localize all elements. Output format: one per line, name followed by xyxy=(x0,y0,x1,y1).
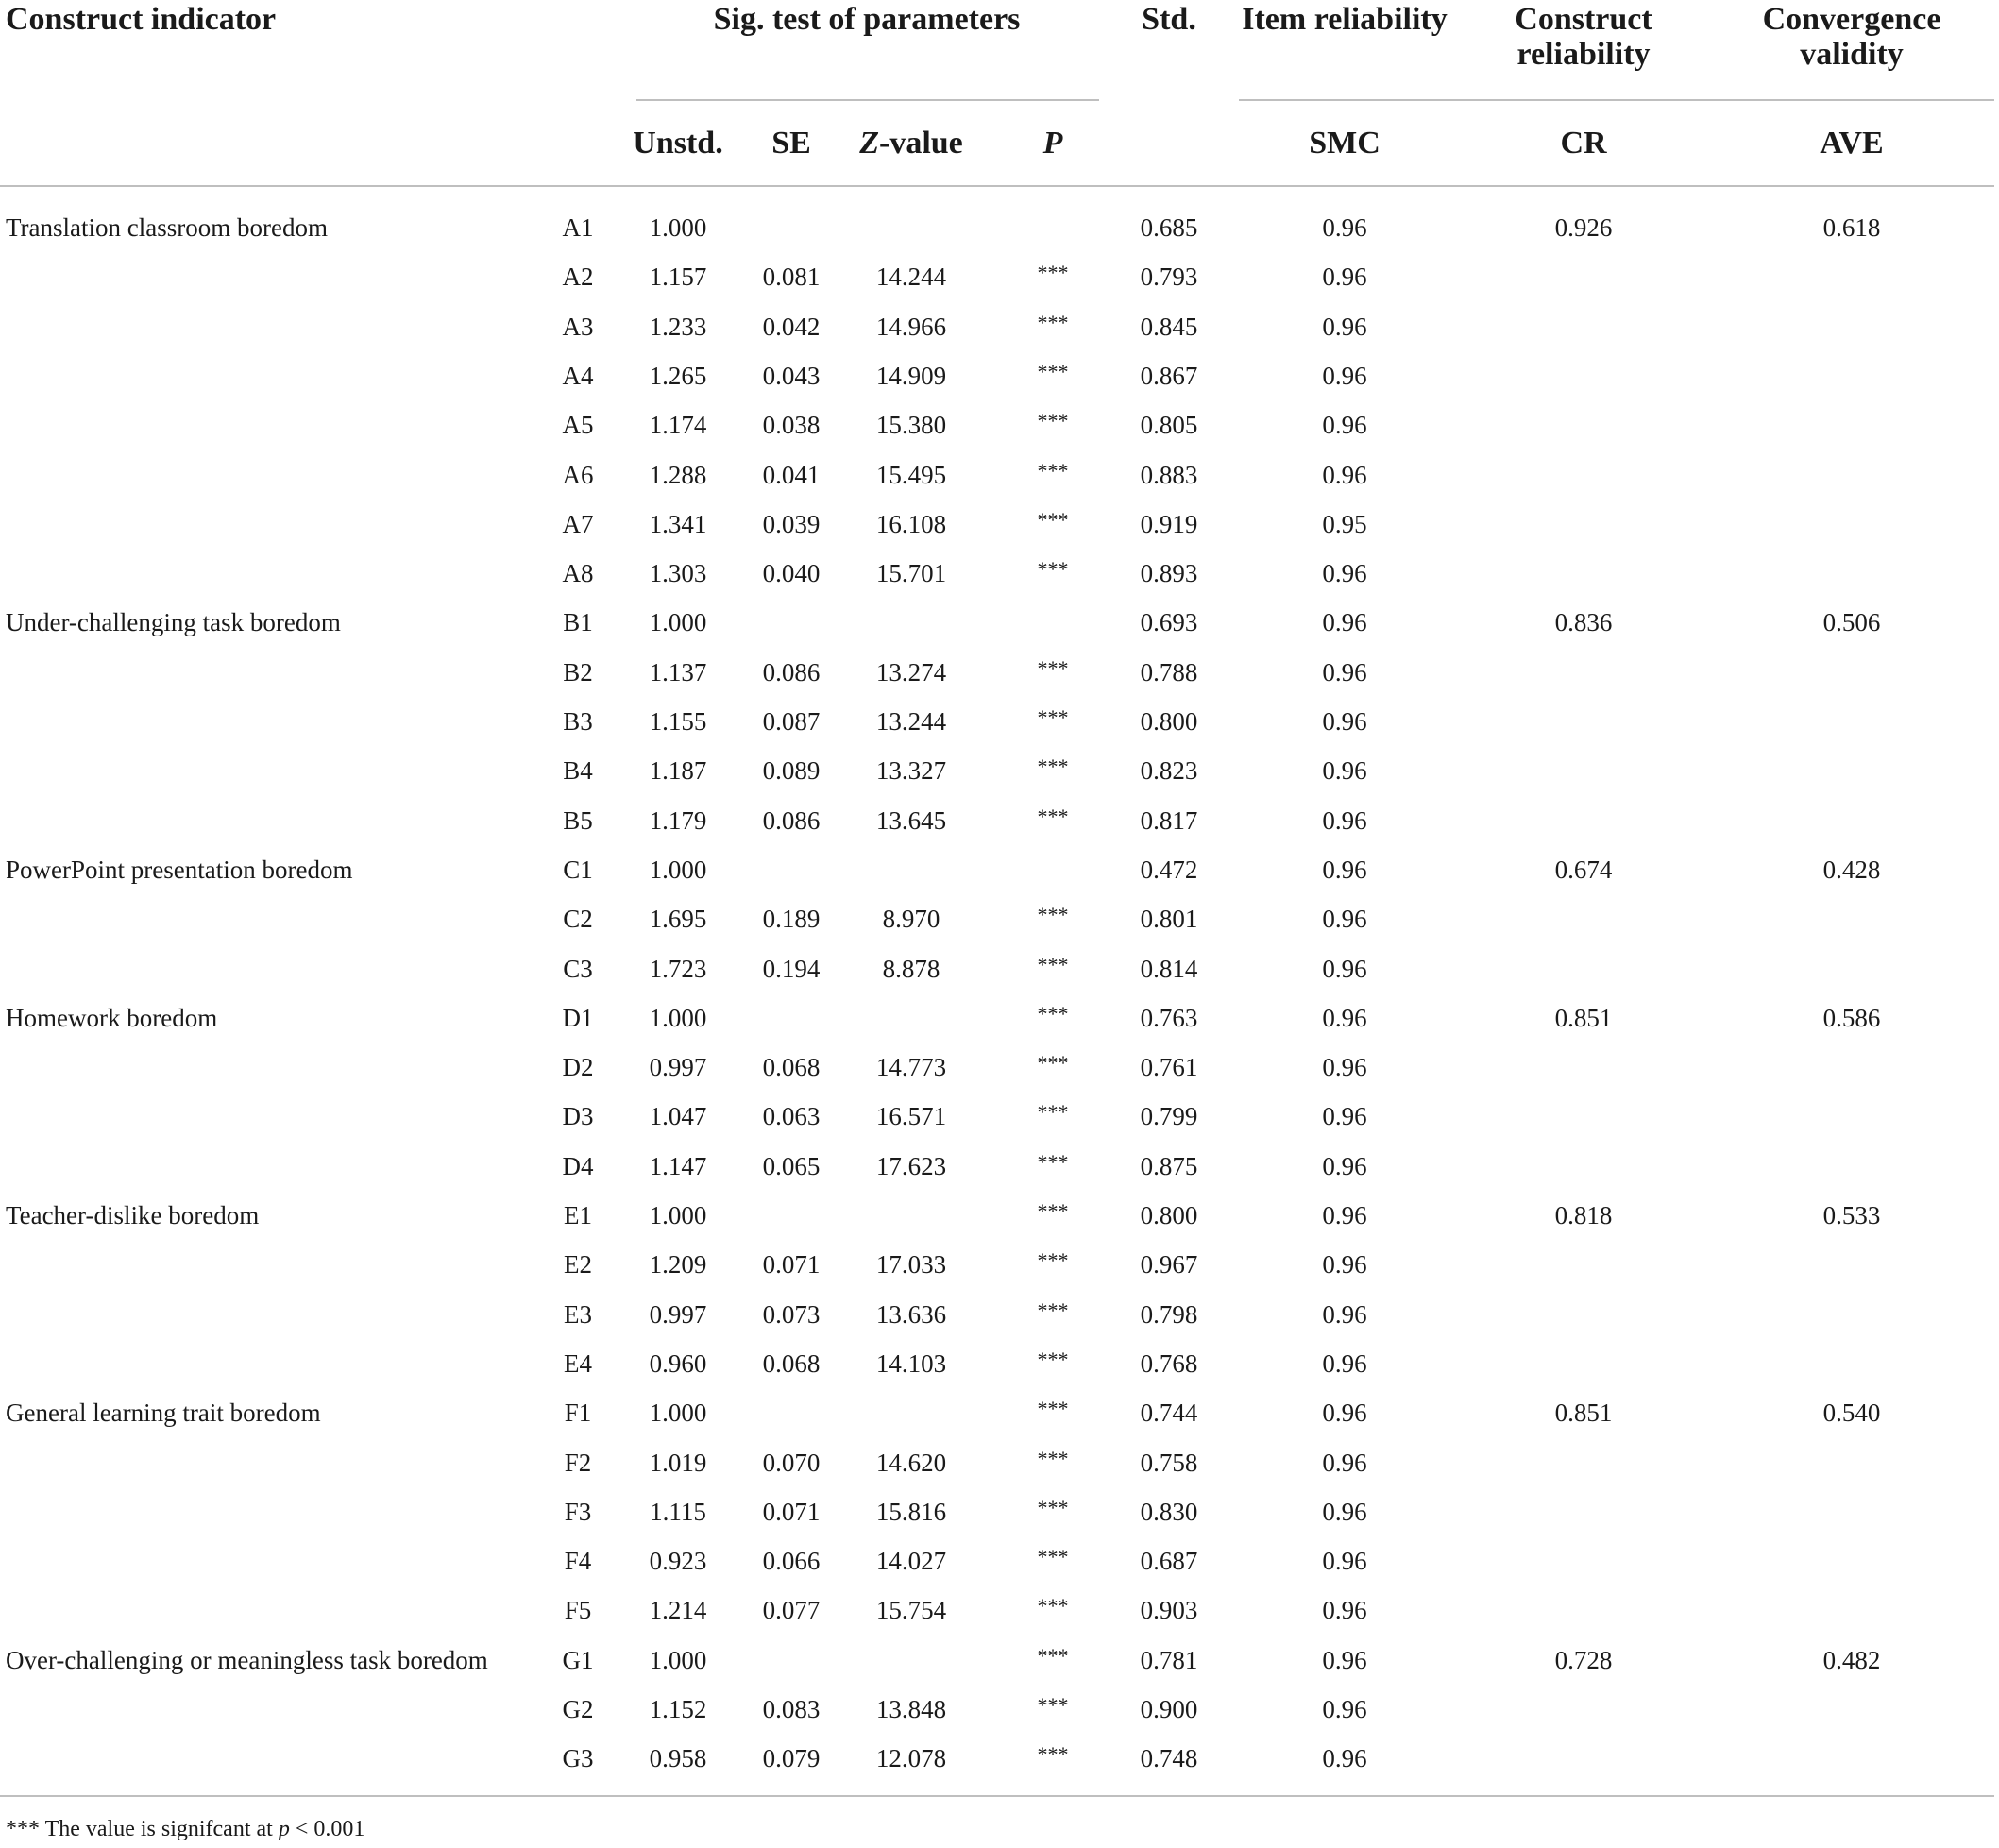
cell-smc: 0.96 xyxy=(1322,1646,1367,1674)
header-z-rest: -value xyxy=(879,126,963,161)
cell-cr: 0.674 xyxy=(1554,856,1613,884)
cell-p: *** xyxy=(1037,360,1069,383)
cell-z-value: 15.380 xyxy=(875,411,947,439)
cell-item: A1 xyxy=(562,213,594,242)
cell-item: D3 xyxy=(562,1102,594,1130)
cell-unstd: 1.000 xyxy=(649,1399,707,1427)
cell-construct: Homework boredom xyxy=(6,1004,218,1032)
cell-p: *** xyxy=(1037,1496,1069,1519)
cell-cr: 0.851 xyxy=(1554,1004,1613,1032)
cell-std: 0.693 xyxy=(1140,608,1198,636)
cell-unstd: 1.047 xyxy=(649,1102,707,1130)
cell-p: *** xyxy=(1037,311,1069,334)
cell-unstd: 1.288 xyxy=(649,461,707,489)
cell-se: 0.043 xyxy=(762,362,821,390)
cell-std: 0.900 xyxy=(1140,1695,1198,1723)
table-bottom-rule xyxy=(0,1795,1994,1797)
cell-smc: 0.96 xyxy=(1322,1300,1367,1329)
cell-item: A8 xyxy=(562,559,594,587)
cell-z-value: 14.620 xyxy=(875,1449,947,1477)
cell-ave: 0.428 xyxy=(1822,856,1881,884)
cell-std: 0.883 xyxy=(1140,461,1198,489)
cell-item: A5 xyxy=(562,411,594,439)
cell-se: 0.063 xyxy=(762,1102,821,1130)
cell-se: 0.086 xyxy=(762,658,821,687)
cell-smc: 0.96 xyxy=(1322,1449,1367,1477)
cell-z-value: 15.754 xyxy=(875,1596,947,1624)
cell-p: *** xyxy=(1037,459,1069,483)
cell-p: *** xyxy=(1037,754,1069,778)
cell-smc: 0.96 xyxy=(1322,213,1367,242)
cell-std: 0.799 xyxy=(1140,1102,1198,1130)
cell-unstd: 0.960 xyxy=(649,1349,707,1378)
cell-std: 0.758 xyxy=(1140,1449,1198,1477)
cell-p: *** xyxy=(1037,805,1069,828)
cell-se: 0.038 xyxy=(762,411,821,439)
cell-smc: 0.96 xyxy=(1322,1547,1367,1575)
cell-std: 0.967 xyxy=(1140,1250,1198,1279)
cell-item: B2 xyxy=(563,658,593,687)
cell-item: F1 xyxy=(564,1399,592,1427)
header-bottom-rule xyxy=(0,185,1994,187)
cell-smc: 0.96 xyxy=(1322,1004,1367,1032)
cell-z-value: 13.645 xyxy=(875,806,947,835)
cell-unstd: 0.997 xyxy=(649,1300,707,1329)
cell-construct: Translation classroom boredom xyxy=(6,213,328,242)
cell-item: G1 xyxy=(562,1646,594,1674)
cell-cr: 0.818 xyxy=(1554,1201,1613,1229)
cell-unstd: 1.174 xyxy=(649,411,707,439)
cell-item: B3 xyxy=(563,707,593,736)
cell-item: D4 xyxy=(562,1152,594,1180)
cell-cr: 0.926 xyxy=(1554,213,1613,242)
cell-construct: Under-challenging task boredom xyxy=(6,608,341,636)
cell-std: 0.793 xyxy=(1140,263,1198,291)
cell-std: 0.744 xyxy=(1140,1399,1198,1427)
cell-smc: 0.96 xyxy=(1322,756,1367,785)
cell-z-value: 8.970 xyxy=(882,905,940,933)
cell-smc: 0.96 xyxy=(1322,608,1367,636)
cell-std: 0.801 xyxy=(1140,905,1198,933)
cell-std: 0.800 xyxy=(1140,1201,1198,1229)
cell-se: 0.086 xyxy=(762,806,821,835)
cell-item: C2 xyxy=(563,905,593,933)
header-p xyxy=(1043,126,1063,161)
cell-unstd: 1.000 xyxy=(649,856,707,884)
cell-smc: 0.96 xyxy=(1322,1053,1367,1081)
cell-item: A2 xyxy=(562,263,594,291)
cell-se: 0.077 xyxy=(762,1596,821,1624)
cell-se: 0.194 xyxy=(762,955,821,983)
cell-item: A4 xyxy=(562,362,594,390)
cell-unstd: 1.115 xyxy=(650,1498,706,1526)
cell-p: *** xyxy=(1037,1100,1069,1124)
cell-ave: 0.506 xyxy=(1822,608,1881,636)
cell-construct: Teacher-dislike boredom xyxy=(6,1201,260,1229)
cell-smc: 0.96 xyxy=(1322,955,1367,983)
cell-item: G3 xyxy=(562,1744,594,1772)
sig-test-underline xyxy=(636,99,1099,101)
cell-z-value: 15.701 xyxy=(875,559,947,587)
header-p-italic: P xyxy=(1042,126,1063,161)
cell-std: 0.761 xyxy=(1140,1053,1198,1081)
cell-p: *** xyxy=(1037,1150,1069,1174)
cell-z-value: 12.078 xyxy=(875,1744,947,1772)
cell-unstd: 1.147 xyxy=(649,1152,707,1180)
footnote-prefix: *** The value is signifcant at xyxy=(6,1817,279,1841)
cell-z-value: 14.244 xyxy=(875,263,947,291)
header-ave: AVE xyxy=(1820,126,1884,161)
cell-ave: 0.618 xyxy=(1822,213,1881,242)
cell-unstd: 1.000 xyxy=(649,1201,707,1229)
cell-item: A6 xyxy=(562,461,594,489)
cell-item: F5 xyxy=(564,1596,592,1624)
cell-p: *** xyxy=(1037,1002,1069,1026)
cell-item: C1 xyxy=(563,856,593,884)
cell-item: D1 xyxy=(562,1004,594,1032)
cell-cr: 0.836 xyxy=(1554,608,1613,636)
header-convergence-validity-line2: validity xyxy=(1800,37,1904,72)
cell-unstd: 0.958 xyxy=(649,1744,707,1772)
cell-unstd: 1.695 xyxy=(649,905,707,933)
cell-std: 0.814 xyxy=(1140,955,1198,983)
cell-z-value: 13.274 xyxy=(875,658,947,687)
cell-unstd: 1.265 xyxy=(649,362,707,390)
cell-unstd: 1.179 xyxy=(649,806,707,835)
cell-construct: General learning trait boredom xyxy=(6,1399,321,1427)
reliability-underline xyxy=(1239,99,1994,101)
cell-p: *** xyxy=(1037,1248,1069,1272)
cell-z-value: 15.495 xyxy=(875,461,947,489)
cell-item: E3 xyxy=(564,1300,592,1329)
cell-p: *** xyxy=(1037,557,1069,581)
cell-z-value: 14.966 xyxy=(875,313,947,341)
cell-ave: 0.482 xyxy=(1822,1646,1881,1674)
cell-item: E2 xyxy=(564,1250,592,1279)
cell-item: A3 xyxy=(562,313,594,341)
cell-unstd: 1.209 xyxy=(649,1250,707,1279)
cell-se: 0.083 xyxy=(762,1695,821,1723)
cell-unstd: 0.923 xyxy=(649,1547,707,1575)
header-z-italic: Z xyxy=(859,126,879,161)
header-construct-reliability xyxy=(1515,2,1652,72)
header-construct-indicator: Construct indicator xyxy=(6,2,277,37)
cell-smc: 0.96 xyxy=(1322,658,1367,687)
cell-std: 0.472 xyxy=(1140,856,1198,884)
cell-smc: 0.96 xyxy=(1322,905,1367,933)
cell-z-value: 17.623 xyxy=(875,1152,947,1180)
cell-se: 0.081 xyxy=(762,263,821,291)
cell-item: B1 xyxy=(563,608,593,636)
cell-item: B4 xyxy=(563,756,593,785)
cell-p: *** xyxy=(1037,508,1069,532)
cell-std: 0.817 xyxy=(1140,806,1198,835)
cell-p: *** xyxy=(1037,656,1069,680)
cell-smc: 0.96 xyxy=(1322,461,1367,489)
cell-p: *** xyxy=(1037,1594,1069,1618)
cell-z-value: 17.033 xyxy=(875,1250,947,1279)
cell-std: 0.875 xyxy=(1140,1152,1198,1180)
cell-unstd: 1.019 xyxy=(649,1449,707,1477)
cell-smc: 0.96 xyxy=(1322,1399,1367,1427)
cell-se: 0.068 xyxy=(762,1349,821,1378)
cell-item: C3 xyxy=(563,955,593,983)
cell-p: *** xyxy=(1037,953,1069,976)
cell-smc: 0.96 xyxy=(1322,1349,1367,1378)
cell-z-value: 16.108 xyxy=(875,510,947,538)
cell-p: *** xyxy=(1037,1298,1069,1322)
cell-se: 0.071 xyxy=(762,1498,821,1526)
cell-p: *** xyxy=(1037,1447,1069,1470)
cell-item: A7 xyxy=(562,510,594,538)
cell-std: 0.893 xyxy=(1140,559,1198,587)
cell-se: 0.079 xyxy=(762,1744,821,1772)
cell-std: 0.748 xyxy=(1140,1744,1198,1772)
cell-p: *** xyxy=(1037,1199,1069,1223)
cell-item: E1 xyxy=(564,1201,592,1229)
cell-unstd: 1.000 xyxy=(649,608,707,636)
header-se: SE xyxy=(771,126,811,161)
cell-unstd: 0.997 xyxy=(649,1053,707,1081)
cell-cr: 0.728 xyxy=(1554,1646,1613,1674)
cell-construct: PowerPoint presentation boredom xyxy=(6,856,353,884)
header-unstd: Unstd. xyxy=(633,126,723,161)
header-cr: CR xyxy=(1560,126,1607,161)
cell-se: 0.089 xyxy=(762,756,821,785)
cell-smc: 0.96 xyxy=(1322,1152,1367,1180)
cell-z-value: 14.027 xyxy=(875,1547,947,1575)
cell-se: 0.041 xyxy=(762,461,821,489)
cell-z-value: 14.103 xyxy=(875,1349,947,1378)
cell-p: *** xyxy=(1037,1742,1069,1766)
cell-item: D2 xyxy=(562,1053,594,1081)
footnote-p: p xyxy=(278,1817,290,1841)
cell-item: G2 xyxy=(562,1695,594,1723)
cell-std: 0.788 xyxy=(1140,658,1198,687)
cell-std: 0.798 xyxy=(1140,1300,1198,1329)
cell-p: *** xyxy=(1037,1693,1069,1717)
cell-unstd: 1.723 xyxy=(649,955,707,983)
cell-z-value: 14.773 xyxy=(875,1053,947,1081)
cell-cr: 0.851 xyxy=(1554,1399,1613,1427)
cell-se: 0.087 xyxy=(762,707,821,736)
footnote-suffix: < 0.001 xyxy=(289,1817,365,1841)
cell-p: *** xyxy=(1037,1348,1069,1371)
cell-item: F3 xyxy=(564,1498,592,1526)
cell-se: 0.071 xyxy=(762,1250,821,1279)
cell-smc: 0.96 xyxy=(1322,856,1367,884)
cell-p: *** xyxy=(1037,1051,1069,1075)
cell-z-value: 16.571 xyxy=(875,1102,947,1130)
footnote xyxy=(6,1816,364,1842)
cell-smc: 0.96 xyxy=(1322,1596,1367,1624)
cell-smc: 0.96 xyxy=(1322,1201,1367,1229)
header-item-reliability: Item reliability xyxy=(1242,2,1448,37)
cell-unstd: 1.000 xyxy=(649,213,707,242)
header-sig-test: Sig. test of parameters xyxy=(713,2,1021,37)
cell-std: 0.800 xyxy=(1140,707,1198,736)
cell-unstd: 1.152 xyxy=(649,1695,707,1723)
cell-smc: 0.96 xyxy=(1322,707,1367,736)
cell-z-value: 14.909 xyxy=(875,362,947,390)
cell-item: F2 xyxy=(564,1449,592,1477)
cell-item: F4 xyxy=(564,1547,592,1575)
cell-std: 0.763 xyxy=(1140,1004,1198,1032)
cell-std: 0.919 xyxy=(1140,510,1198,538)
cell-construct: Over-challenging or meaningless task boredom xyxy=(6,1646,488,1674)
cell-se: 0.065 xyxy=(762,1152,821,1180)
cell-std: 0.845 xyxy=(1140,313,1198,341)
cell-se: 0.073 xyxy=(762,1300,821,1329)
cell-unstd: 1.157 xyxy=(649,263,707,291)
cell-z-value: 13.848 xyxy=(875,1695,947,1723)
cell-smc: 0.96 xyxy=(1322,1695,1367,1723)
cell-p: *** xyxy=(1037,1545,1069,1568)
cell-item: E4 xyxy=(564,1349,592,1378)
header-convergence-validity xyxy=(1763,2,1941,72)
cell-unstd: 1.233 xyxy=(649,313,707,341)
cell-ave: 0.533 xyxy=(1822,1201,1881,1229)
cell-z-value: 13.244 xyxy=(875,707,947,736)
cell-p: *** xyxy=(1037,903,1069,926)
cell-std: 0.903 xyxy=(1140,1596,1198,1624)
cell-std: 0.687 xyxy=(1140,1547,1198,1575)
cell-smc: 0.96 xyxy=(1322,1250,1367,1279)
cell-unstd: 1.187 xyxy=(649,756,707,785)
cell-se: 0.042 xyxy=(762,313,821,341)
cell-std: 0.823 xyxy=(1140,756,1198,785)
cell-z-value: 13.636 xyxy=(875,1300,947,1329)
cell-smc: 0.96 xyxy=(1322,806,1367,835)
cell-se: 0.068 xyxy=(762,1053,821,1081)
cell-smc: 0.96 xyxy=(1322,1498,1367,1526)
cell-unstd: 1.000 xyxy=(649,1004,707,1032)
cell-unstd: 1.341 xyxy=(649,510,707,538)
header-convergence-validity-line1: Convergence xyxy=(1762,2,1941,37)
cell-smc: 0.96 xyxy=(1322,362,1367,390)
cell-smc: 0.96 xyxy=(1322,1102,1367,1130)
cell-unstd: 1.000 xyxy=(649,1646,707,1674)
cell-smc: 0.96 xyxy=(1322,1744,1367,1772)
cell-unstd: 1.137 xyxy=(649,658,707,687)
cell-p: *** xyxy=(1037,1644,1069,1668)
cell-std: 0.867 xyxy=(1140,362,1198,390)
cell-smc: 0.96 xyxy=(1322,263,1367,291)
cell-p: *** xyxy=(1037,409,1069,432)
cell-std: 0.781 xyxy=(1140,1646,1198,1674)
cell-ave: 0.540 xyxy=(1822,1399,1881,1427)
cell-unstd: 1.303 xyxy=(649,559,707,587)
cell-std: 0.685 xyxy=(1140,213,1198,242)
cell-p: *** xyxy=(1037,261,1069,284)
cell-std: 0.830 xyxy=(1140,1498,1198,1526)
cell-z-value: 8.878 xyxy=(882,955,940,983)
header-construct-reliability-line1: Construct xyxy=(1515,2,1652,37)
cell-unstd: 1.155 xyxy=(649,707,707,736)
cell-ave: 0.586 xyxy=(1822,1004,1881,1032)
cell-smc: 0.96 xyxy=(1322,313,1367,341)
header-z-value xyxy=(859,126,963,161)
cell-se: 0.070 xyxy=(762,1449,821,1477)
cell-smc: 0.96 xyxy=(1322,411,1367,439)
cell-unstd: 1.214 xyxy=(649,1596,707,1624)
cell-smc: 0.96 xyxy=(1322,559,1367,587)
header-smc: SMC xyxy=(1309,126,1381,161)
cell-item: B5 xyxy=(563,806,593,835)
cell-smc: 0.95 xyxy=(1322,510,1367,538)
cell-std: 0.768 xyxy=(1140,1349,1198,1378)
header-construct-reliability-line2: reliability xyxy=(1516,37,1651,72)
cell-se: 0.066 xyxy=(762,1547,821,1575)
cell-se: 0.040 xyxy=(762,559,821,587)
header-std: Std. xyxy=(1142,2,1196,37)
cell-se: 0.189 xyxy=(762,905,821,933)
cell-z-value: 13.327 xyxy=(875,756,947,785)
cell-p: *** xyxy=(1037,1397,1069,1420)
cell-std: 0.805 xyxy=(1140,411,1198,439)
cell-z-value: 15.816 xyxy=(875,1498,947,1526)
cell-p: *** xyxy=(1037,705,1069,729)
cell-se: 0.039 xyxy=(762,510,821,538)
